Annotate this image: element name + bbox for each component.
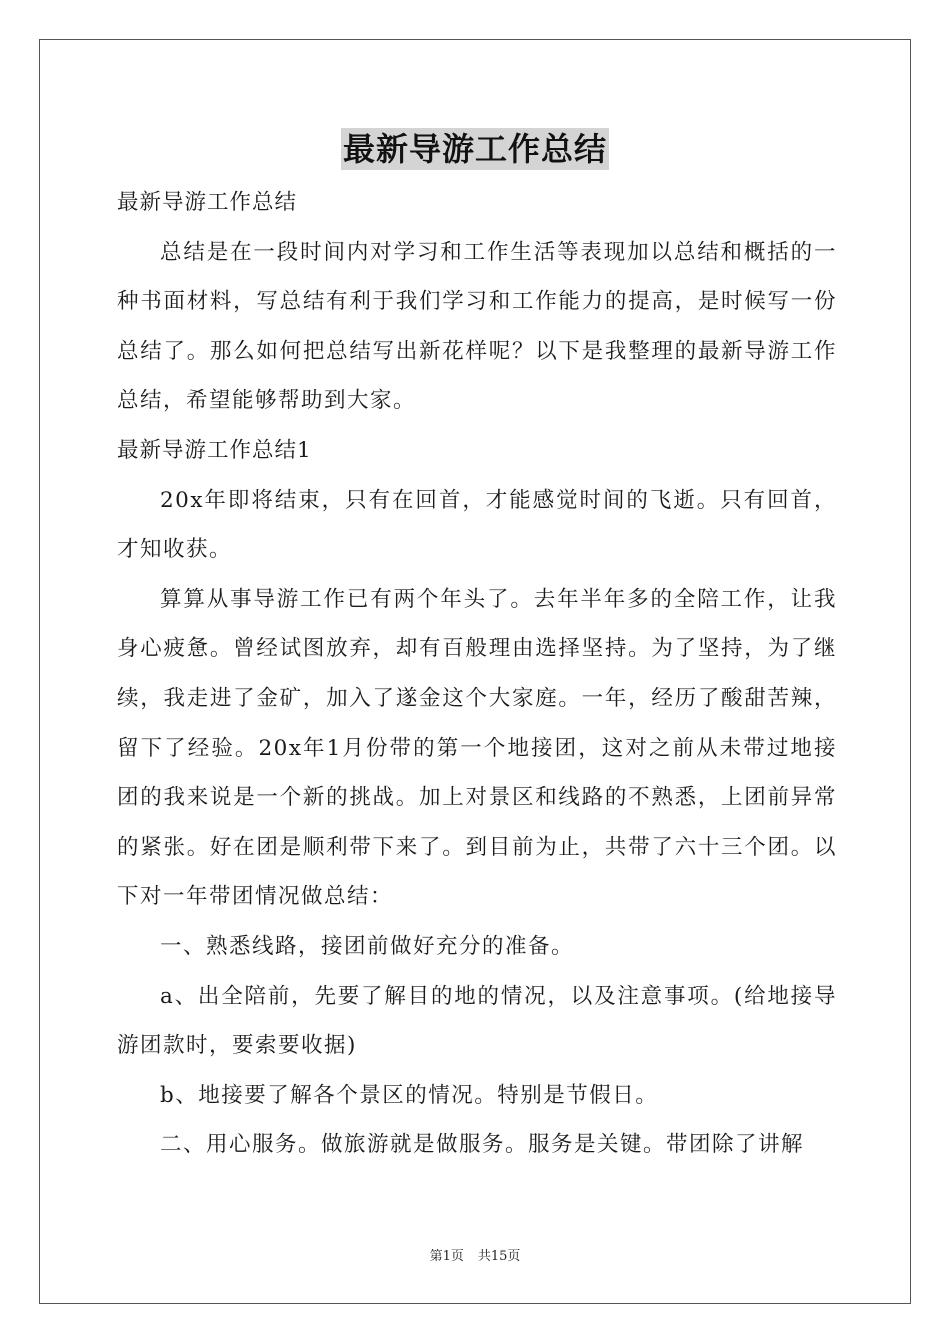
document-title: 最新导游工作总结 — [342, 130, 607, 168]
paragraph: 一、熟悉线路，接团前做好充分的准备。 — [160, 933, 575, 959]
paragraph: a、出全陪前，先要了解目的地的情况，以及注意事项。(给地接导游团款时，要索要收据) — [117, 983, 837, 1059]
paragraph: 总结是在一段时间内对学习和工作生活等表现加以总结和概括的一种书面材料，写总结有利于我们学习和工作能力的提高，是时候写一份总结了。那么如何把总结写出新花样呢？以下是我整理的最新导游工作总结，希望能够帮助到大家。 — [117, 239, 837, 414]
paragraph: 20x年即将结束，只有在回首，才能感觉时间的飞逝。只有回首，才知收获。 — [117, 487, 837, 563]
document-body — [117, 178, 837, 1170]
title-container — [0, 128, 950, 170]
paragraph: 算算从事导游工作已有两个年头了。去年半年多的全陪工作，让我身心疲惫。曾经试图放弃，却有百般理由选择坚持。为了坚持，为了继续，我走进了金矿，加入了遂金这个大家庭。一年，经历了酸甜苦辣，留下了经验。20x年1月份带的第一个地接团，这对之前从未带过地接团的我来说是一个新的挑战。加上对景区和线路的不熟悉，上团前异常的紧张。好在团是顺利带下来了。到目前为止，共带了六十三个团。以下对一年带团情况做总结： — [117, 586, 837, 910]
page-total: 共15页 — [477, 1249, 521, 1264]
page-number: 第1页 — [429, 1249, 464, 1264]
paragraph: b、地接要了解各个景区的情况。特别是节假日。 — [160, 1082, 659, 1108]
paragraph: 二、用心服务。做旅游就是做服务。服务是关键。带团除了讲解 — [160, 1132, 805, 1158]
paragraph: 最新导游工作总结 — [117, 190, 298, 215]
paragraph: 最新导游工作总结1 — [117, 437, 312, 463]
page-footer — [0, 1245, 950, 1264]
